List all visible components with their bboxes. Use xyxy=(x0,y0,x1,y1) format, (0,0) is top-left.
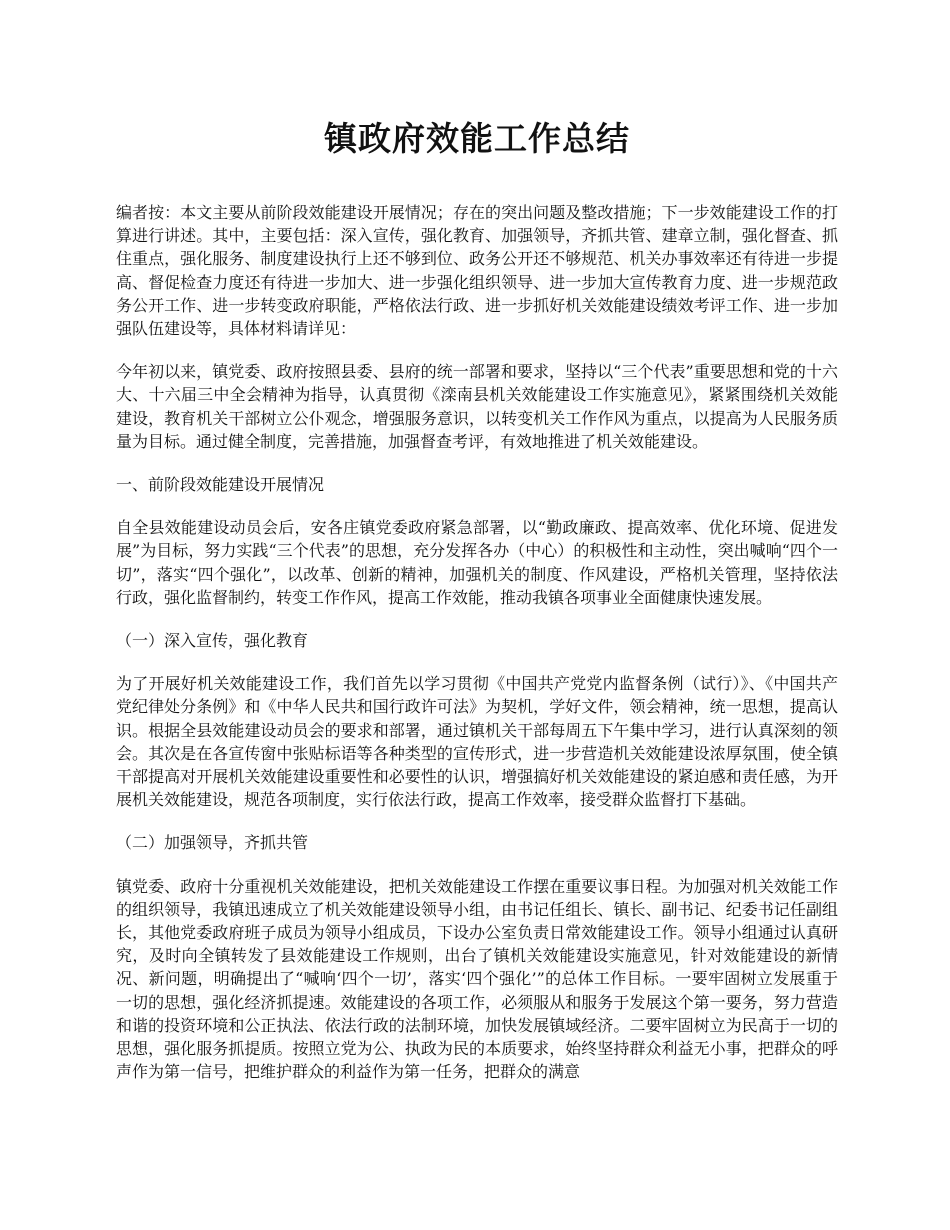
intro-paragraph: 今年初以来，镇党委、政府按照县委、县府的统一部署和要求，坚持以“三个代表”重要思想和党的十六大、十六届三中全会精神为指导，认真贯彻《滦南县机关效能建设工作实施意见》，紧紧围绕机关效能建设，教育机关干部树立公仆观念，增强服务意识，以转变机关工作作风为重点，以提高为人民服务质量为目标。通过健全制度，完善措施，加强督查考评，有效地推进了机关效能建设。 xyxy=(116,362,838,451)
subsection-body-publicity: 为了开展好机关效能建设工作，我们首先以学习贯彻《中国共产党党内监督条例（试行）》、《中国共产党纪律处分条例》和《中华人民共和国行政许可法》为契机，学好文件，领会精神，统一思想，提高认识。根据全县效能建设动员会的要求和部署，通过镇机关干部每周五下午集中学习，进行认真深刻的领会。其次是在各宣传窗中张贴标语等各种类型的宣传形式，进一步营造机关效能建设浓厚氛围，使全镇干部提高对开展机关效能建设重要性和必要性的认识，增强搞好机关效能建设的紧迫感和责任感，为开展机关效能建设，规范各项制度，实行依法行政，提高工作效率，接受群众监督打下基础。 xyxy=(116,674,838,810)
subsection-body-leadership: 镇党委、政府十分重视机关效能建设，把机关效能建设工作摆在重要议事日程。为加强对机关效能工作的组织领导，我镇迅速成立了机关效能建设领导小组，由书记任组长、镇长、副书记、纪委书记任副组长，其他党委政府班子成员为领导小组成员，下设办公室负责日常效能建设工作。领导小组通过认真研究，及时向全镇转发了县效能建设工作规则，出台了镇机关效能建设实施意见，针对效能建设的新情况、新问题，明确提出了“喊响‘四个一切’，落实‘四个强化’”的总体工作目标。一要牢固树立发展重于一切的思想，强化经济抓提速。效能建设的各项工作，必须服从和服务于发展这个第一要务，努力营造和谐的投资环境和公正执法、依法行政的法制环境，加快发展镇域经济。二要牢固树立为民高于一切的思想，强化服务抓提质。按照立党为公、执政为民的本质要求，始终坚持群众利益无小事，把群众的呼声作为第一信号，把维护群众的利益作为第一任务，把群众的满意 xyxy=(116,876,838,1082)
section-body-paragraph: 自全县效能建设动员会后，安各庄镇党委政府紧急部署，以“勤政廉政、提高效率、优化环境、促进发展”为目标，努力实践“三个代表”的思想，充分发挥各办（中心）的积极性和主动性，突出喊响“四个一切”，落实“四个强化”，以改革、创新的精神，加强机关的制度、作风建设，严格机关管理，坚持依法行政，强化监督制约，转变工作作风，提高工作效能，推动我镇各项事业全面健康快速发展。 xyxy=(116,518,838,607)
editor-note-paragraph: 编者按：本文主要从前阶段效能建设开展情况；存在的突出问题及整改措施；下一步效能建设工作的打算进行讲述。其中，主要包括：深入宣传，强化教育、加强领导，齐抓共管、建章立制，强化督查、抓住重点，强化服务、制度建设执行上还不够到位、政务公开还不够规范、机关办事效率还有待进一步提高、督促检查力度还有待进一步加大、进一步强化组织领导、进一步加大宣传教育力度、进一步规范政务公开工作、进一步转变政府职能，严格依法行政、进一步抓好机关效能建设绩效考评工作、进一步加强队伍建设等，具体材料请详见： xyxy=(116,203,838,339)
document-title: 镇政府效能工作总结 xyxy=(324,119,630,158)
section-heading: 一、前阶段效能建设开展情况 xyxy=(116,475,325,495)
subsection-heading-publicity: （一）深入宣传，强化教育 xyxy=(116,631,309,651)
subsection-heading-leadership: （二）加强领导，齐抓共管 xyxy=(116,833,309,853)
